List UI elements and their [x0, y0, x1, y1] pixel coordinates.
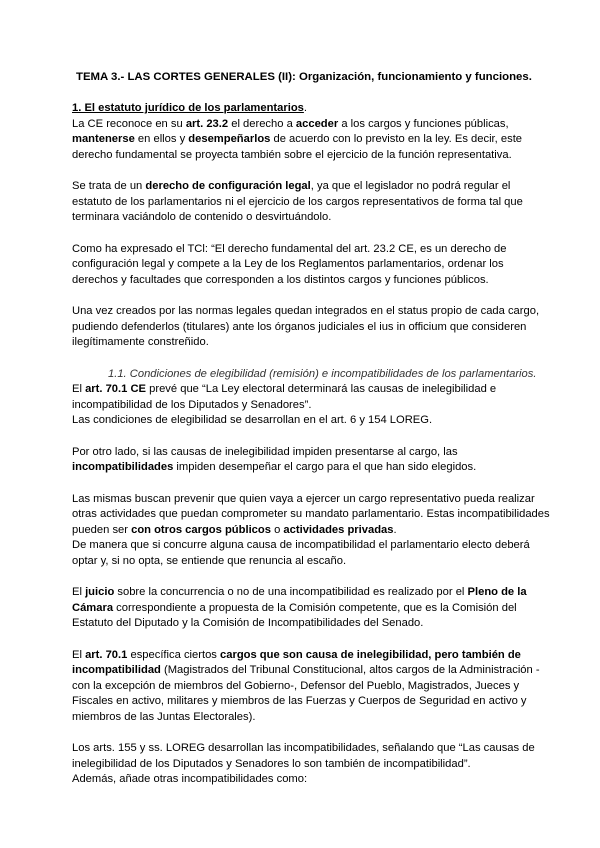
document-body [72, 101, 550, 804]
paragraph-configuracion-legal: Se trata de un derecho de configuración legal, ya que el legislador no podrá regular el estatuto de los parlamentarios ni el ejercicio de los cargos representativos de forma tal que terminara vaciándolo de contenido o desvirtuándolo. [72, 180, 523, 223]
section-heading: 1. El estatuto jurídico de los parlamentarios. [72, 102, 307, 114]
paragraph-art-23-2: La CE reconoce en su art. 23.2 el derecho a acceder a los cargos y funciones públicas, mantenerse en ellos y desempeñarlos de acuerdo con lo previsto en la ley. Es decir, este derecho fundamental se proyecta también sobre el ejercicio de la función representativa. [72, 117, 523, 161]
paragraph-art-70-1-ce: El art. 70.1 CE prevé que “La Ley electoral determinará las causas de inelegibilidad e incompatibilidad de los Diputados y Senadores”. [72, 383, 497, 411]
paragraph-tc-quote: Como ha expresado el TCl: “El derecho fundamental del art. 23.2 CE, es un derecho de configuración legal y compete a la Ley de los Reglamentos parlamentarios, ordenar los derechos y facultades que corresponden a los distintos cargos y funciones públicos. [72, 242, 507, 286]
document-title: TEMA 3.- LAS CORTES GENERALES (II): Organización, funcionamiento y funciones. [76, 71, 532, 83]
paragraph-ademas: Además, añade otras incompatibilidades como: [72, 773, 308, 785]
paragraph-incompatibilidades: Por otro lado, si las causas de inelegibilidad impiden presentarse al cargo, las incompatibilidades impiden desempeñar el cargo para el que han sido elegidos. [72, 445, 477, 473]
subsection-heading: 1.1. Condiciones de elegibilidad (remisión) e incompatibilidades de los parlamentarios. [108, 367, 537, 380]
paragraph-loreg: Los arts. 155 y ss. LOREG desarrollan las incompatibilidades, señalando que “Las causas de inelegibilidad de los Diputados y Senadores lo son también de incompatibilidad”. [72, 742, 535, 770]
paragraph-art-70-1: El art. 70.1 específica ciertos cargos que son causa de inelegibilidad, pero también de incompatibilidad (Magistrados del Tribunal Constitucional, altos cargos de la Administración -con la excepción de miembros del Gobierno-, Defensor del Pueblo, Magistrados, Jueces y Fiscales en activo, militares y miembros de las Fuerzas y Cuerpos de Seguridad en activo y miembros de las Juntas Electorales). [72, 648, 540, 723]
paragraph-prevenir: Las mismas buscan prevenir que quien vaya a ejercer un cargo representativo pueda realizar otras actividades que puedan comprometer su mandato parlamentario. Estas incompatibilidades pueden ser con otros cargos públicos o actividades privadas. [72, 492, 550, 536]
paragraph-elegibilidad: Las condiciones de elegibilidad se desarrollan en el art. 6 y 154 LOREG. [72, 414, 433, 426]
paragraph-status: Una vez creados por las normas legales quedan integrados en el status propio de cada cargo, pudiendo defenderlos (titulares) ante los órganos judiciales el ius in officium que consideren ilegítimamente constreñido. [72, 305, 540, 348]
paragraph-juicio: El juicio sobre la concurrencia o no de una incompatibilidad es realizado por el Pleno de la Cámara correspondiente a propuesta de la Comisión competente, que es la Comisión del Estatuto del Diputado y la Comisión de Incompatibilidades del Senado. [72, 586, 527, 629]
paragraph-optar: De manera que si concurre alguna causa de incompatibilidad el parlamentario electo deberá optar y, si no opta, se entiende que renuncia al escaño. [72, 539, 530, 567]
